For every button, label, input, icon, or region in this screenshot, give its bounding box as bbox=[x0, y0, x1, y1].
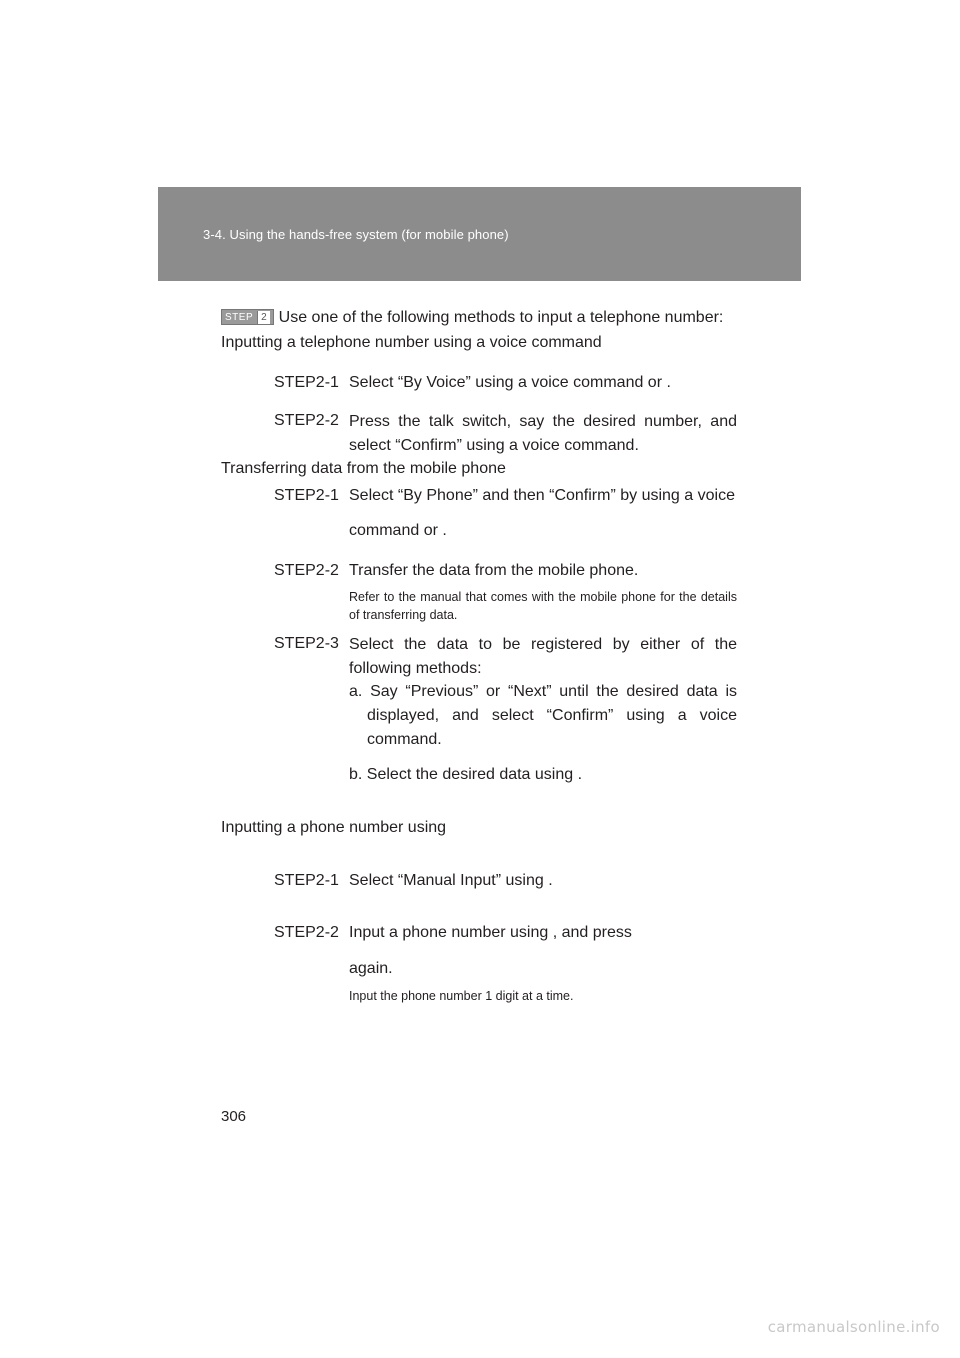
method-title-manual: Inputting a phone number using bbox=[221, 819, 447, 836]
step-label: STEP2-1 bbox=[274, 872, 339, 889]
method-title-voice: Inputting a telephone number using a voice command bbox=[221, 334, 602, 351]
step-label: STEP2-2 bbox=[274, 924, 339, 941]
step-text-line1: Select “By Phone” and then “Confirm” by using a voice bbox=[349, 487, 735, 504]
method-title-transfer: Transferring data from the mobile phone bbox=[221, 460, 506, 477]
step-text: Press the talk switch, say the desired number, and select “Confirm” using a voice command. bbox=[349, 413, 737, 454]
step-note: Input the phone number 1 digit at a time. bbox=[349, 989, 574, 1003]
sub-option-b: b. Select the desired data using . bbox=[349, 766, 583, 783]
step-label: STEP2-1 bbox=[274, 487, 339, 504]
step-text: Select the data to be registered by either of the following methods: bbox=[349, 636, 737, 677]
step-label: STEP2-1 bbox=[274, 374, 339, 391]
step-text: Select “By Voice” using a voice command or . bbox=[349, 374, 671, 391]
watermark: carmanualsonline.info bbox=[767, 1318, 940, 1336]
sub-option-a bbox=[349, 680, 737, 752]
step-note: Refer to the manual that comes with the mobile phone for the details of transferring data. bbox=[349, 590, 737, 622]
step-text: Input a phone number using , and press bbox=[349, 924, 632, 941]
page-number: 306 bbox=[221, 1108, 247, 1125]
sub-option-a-text: a. Say “Previous” or “Next” until the desired data is displayed, and select “Confirm” using a voice command. bbox=[349, 683, 737, 748]
step-text: Transfer the data from the mobile phone. bbox=[349, 562, 639, 579]
step-label: STEP2-3 bbox=[274, 635, 339, 652]
step-label: STEP2-2 bbox=[274, 562, 339, 579]
step-label: STEP2-2 bbox=[274, 412, 339, 429]
step-badge-label: STEP bbox=[225, 312, 254, 323]
intro-line bbox=[221, 309, 723, 327]
intro-text: Use one of the following methods to input a telephone number: bbox=[278, 309, 724, 326]
section-header-bar bbox=[158, 187, 801, 281]
section-title: 3-4. Using the hands-free system (for mobile phone) bbox=[203, 227, 509, 242]
step-text-continued: again. bbox=[349, 960, 393, 977]
step-text-line2: command or . bbox=[349, 522, 447, 539]
step-badge bbox=[221, 309, 274, 325]
step-badge-number: 2 bbox=[257, 311, 270, 324]
step-text: Select “Manual Input” using . bbox=[349, 872, 553, 889]
